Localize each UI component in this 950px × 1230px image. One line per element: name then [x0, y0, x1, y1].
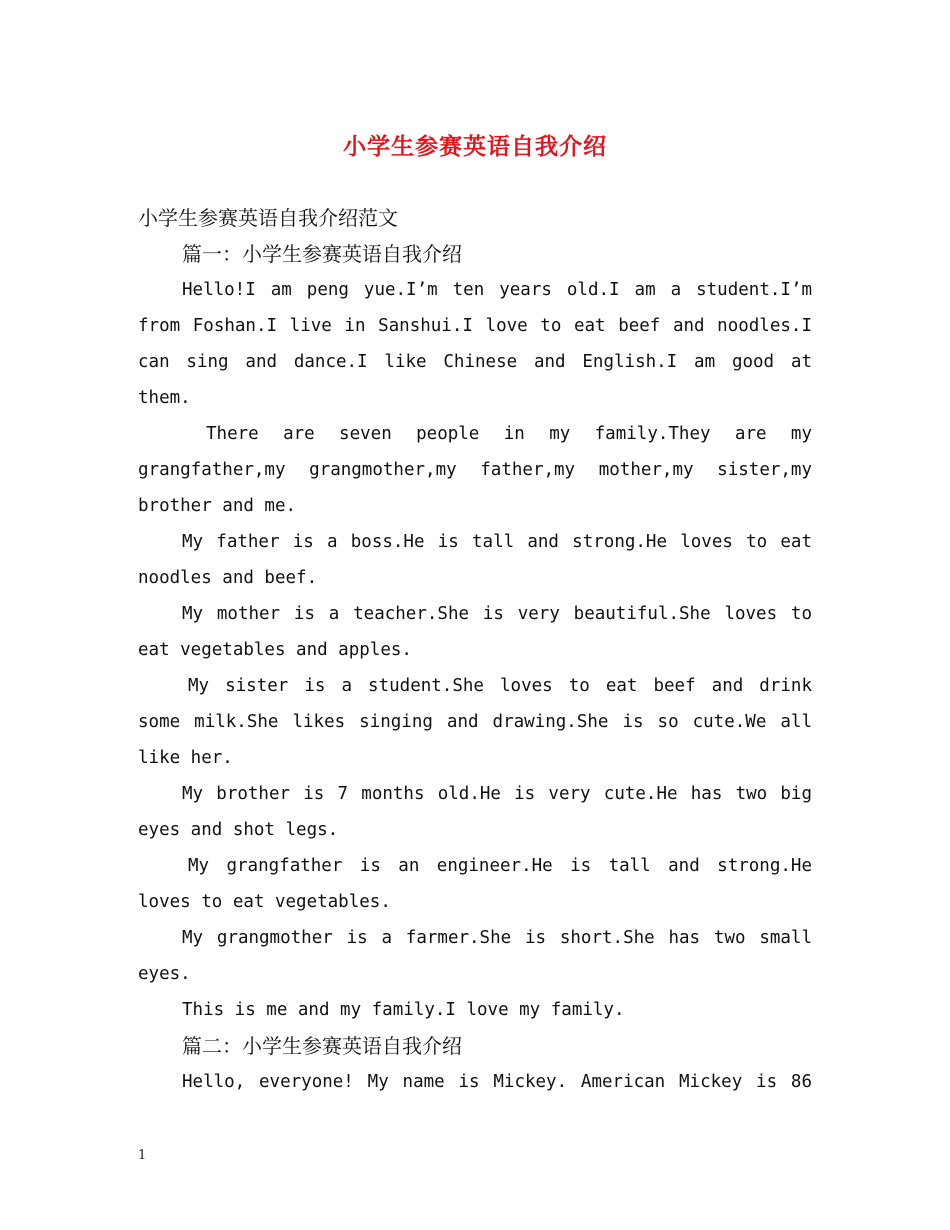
paragraph-line: My brother is 7 months old.He is very cute.He has two big — [182, 784, 812, 804]
paragraph-line: eyes. — [138, 964, 191, 984]
paragraph-line: grangfather,my grangmother,my father,my mother,my sister,my — [138, 460, 812, 480]
section-heading-two: 篇二：小学生参赛英语自我介绍 — [182, 1034, 462, 1058]
document-subtitle: 小学生参赛英语自我介绍范文 — [138, 206, 398, 230]
paragraph-line: My grangfather is an engineer.He is tall and strong.He — [188, 856, 812, 876]
paragraph-line: some milk.She likes singing and drawing.She is so cute.We all — [138, 712, 812, 732]
paragraph-line: My mother is a teacher.She is very beautiful.She loves to — [182, 604, 812, 624]
paragraph-line: them. — [138, 388, 191, 408]
paragraph-line: Hello, everyone! My name is Mickey. American Mickey is 86 — [182, 1072, 812, 1092]
paragraph-line: eyes and shot legs. — [138, 820, 339, 840]
page-title: 小学生参赛英语自我介绍 — [343, 133, 607, 160]
paragraph-line: Hello!I am peng yue.I’m ten years old.I am a student.I’m — [182, 280, 812, 300]
paragraph-line: My grangmother is a farmer.She is short.She has two small — [182, 928, 812, 948]
paragraph-line: noodles and beef. — [138, 568, 318, 588]
paragraph-line: My sister is a student.She loves to eat beef and drink — [188, 676, 812, 696]
paragraph-line: This is me and my family.I love my family. — [182, 1000, 625, 1020]
paragraph-line: My father is a boss.He is tall and strong.He loves to eat — [182, 532, 812, 552]
paragraph-line: brother and me. — [138, 496, 297, 516]
paragraph-line: There are seven people in my family.They are my — [206, 424, 812, 444]
paragraph-line: loves to eat vegetables. — [138, 892, 391, 912]
paragraph-line: from Foshan.I live in Sanshui.I love to eat beef and noodles.I — [138, 316, 812, 336]
paragraph-line: eat vegetables and apples. — [138, 640, 412, 660]
section-heading-one: 篇一：小学生参赛英语自我介绍 — [182, 242, 462, 266]
paragraph-line: like her. — [138, 748, 233, 768]
page-number: 1 — [138, 1148, 147, 1163]
document-body — [138, 200, 812, 1100]
paragraph-line: can sing and dance.I like Chinese and English.I am good at — [138, 352, 812, 372]
